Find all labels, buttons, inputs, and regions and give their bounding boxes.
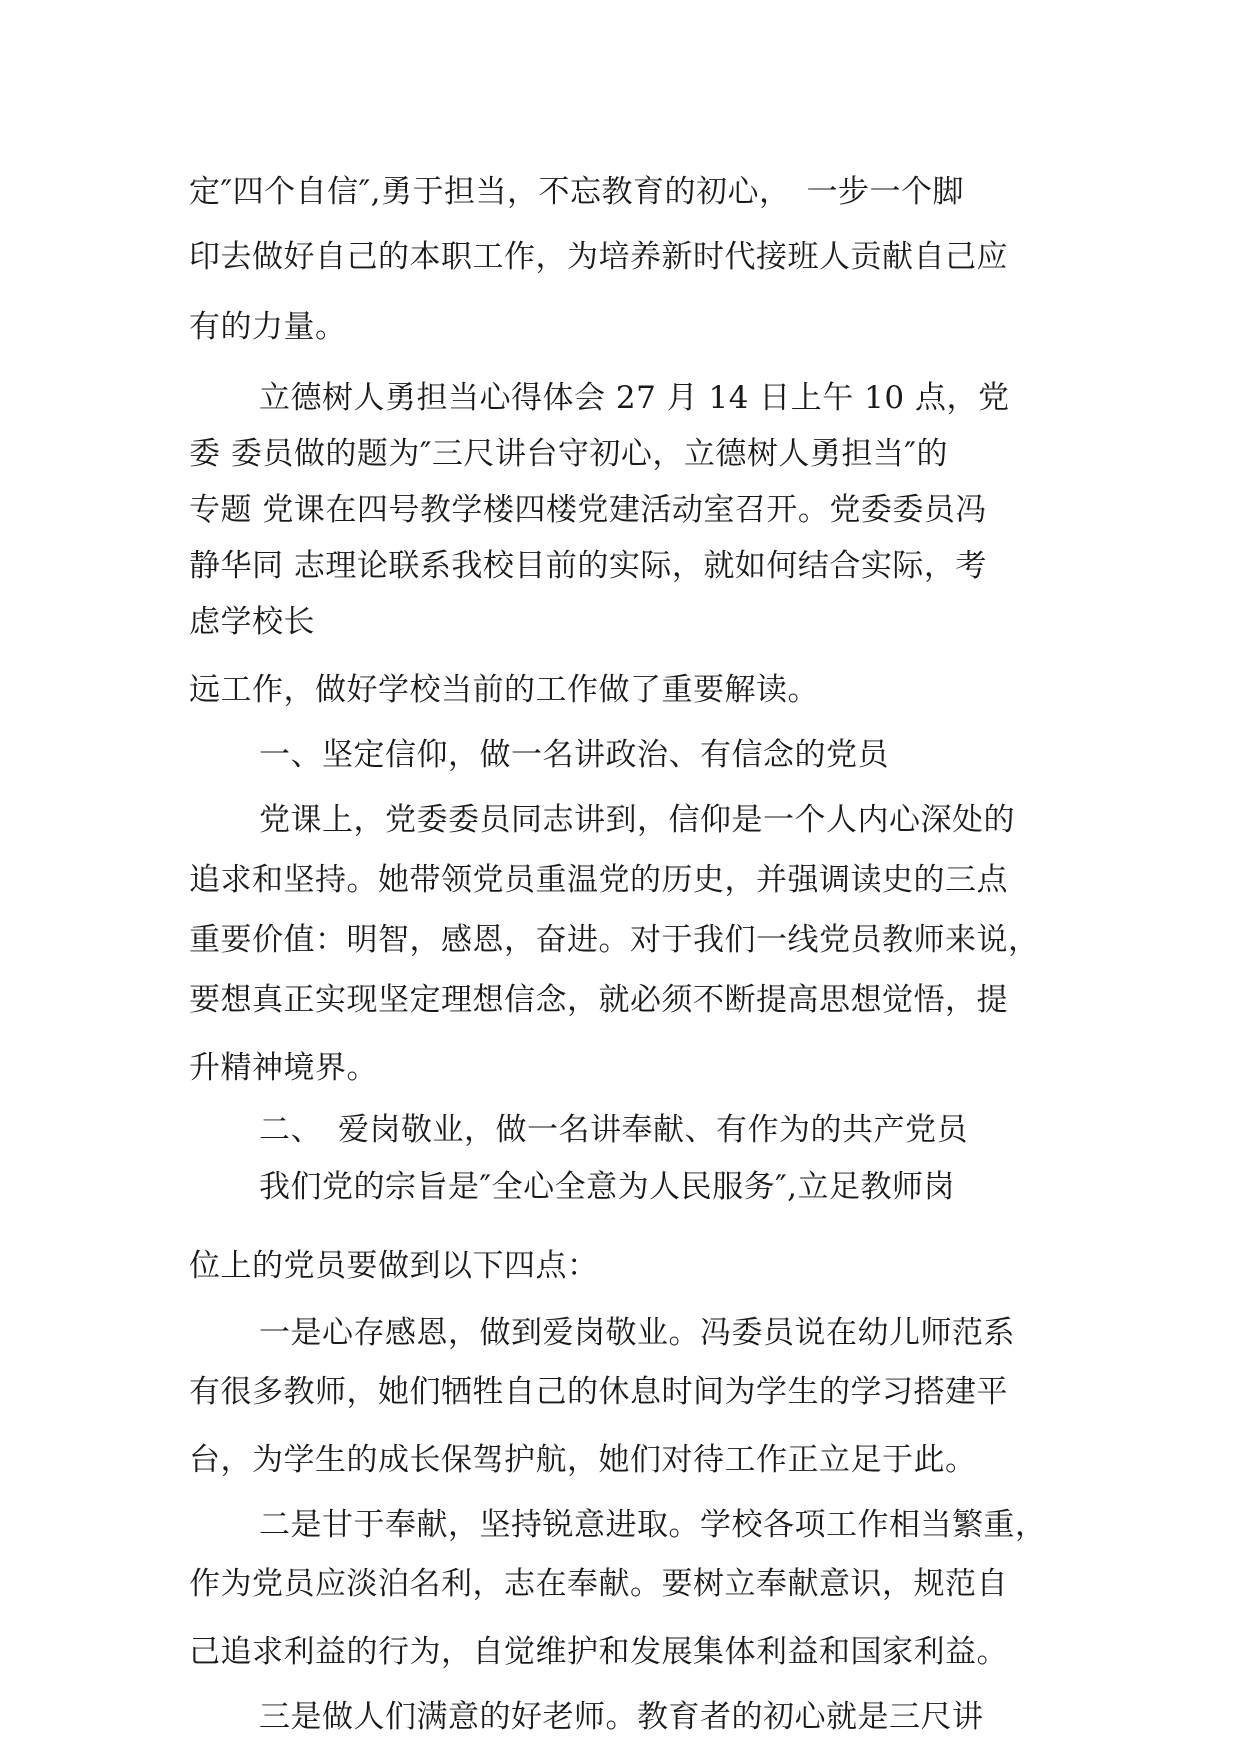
section-heading: 二、 爱岗敬业，做一名讲奉献、有作为的共产党员: [259, 1112, 968, 1148]
text-line: 追求和坚持。她带领党员重温党的历史，并强调读史的三点: [189, 862, 1008, 898]
text-line: 印去做好自己的本职工作，为培养新时代接班人贡献自己应: [189, 239, 1008, 275]
text-line: 虑学校长: [189, 604, 315, 640]
paragraph-start-line: 三是做人们满意的好老师。教育者的初心就是三尺讲: [259, 1699, 984, 1735]
text-line: 升精神境界。: [189, 1050, 378, 1086]
text-line: 远工作，做好学校当前的工作做了重要解读。: [189, 672, 819, 708]
text-line: 位上的党员要做到以下四点：: [189, 1248, 599, 1284]
text-line: 委 委员做的题为″三尺讲台守初心，立德树人勇担当″的: [189, 436, 949, 472]
text-line: 要想真正实现坚定理想信念，就必须不断提高思想觉悟，提: [189, 982, 1008, 1018]
text-line: 专题 党课在四号教学楼四楼党建活动室召开。党委委员冯: [189, 492, 987, 528]
text-line: 己追求利益的行为，自觉维护和发展集体利益和国家利益。: [189, 1634, 1008, 1670]
text-line: 静华同 志理论联系我校目前的实际，就如何结合实际，考: [189, 548, 987, 584]
section-heading: 一、坚定信仰，做一名讲政治、有信念的党员: [259, 737, 889, 773]
paragraph-start-line: 党课上，党委委员同志讲到，信仰是一个人内心深处的: [259, 802, 1015, 838]
text-line: 台，为学生的成长保驾护航，她们对待工作正立足于此。: [189, 1442, 977, 1478]
text-line: 有很多教师，她们牺牲自己的休息时间为学生的学习搭建平: [189, 1374, 1008, 1410]
text-line: 有的力量。: [189, 309, 347, 345]
text-line: 重要价值：明智，感恩，奋进。对于我们一线党员教师来说，: [189, 922, 1040, 958]
paragraph-start-line: 我们党的宗旨是″全心全意为人民服务″,立足教师岗: [259, 1169, 956, 1205]
text-line: 作为党员应淡泊名利，志在奉献。要树立奉献意识，规范自: [189, 1566, 1008, 1602]
paragraph-start-line: 二是甘于奉献，坚持锐意进取。学校各项工作相当繁重，: [259, 1507, 1047, 1543]
paragraph-start-line: 立德树人勇担当心得体会 27 月 14 日上午 10 点，党: [259, 380, 1010, 416]
paragraph-start-line: 一是心存感恩，做到爱岗敬业。冯委员说在幼儿师范系: [259, 1315, 1015, 1351]
text-line: 定″四个自信″,勇于担当，不忘教育的初心， 一步一个脚: [189, 174, 965, 210]
